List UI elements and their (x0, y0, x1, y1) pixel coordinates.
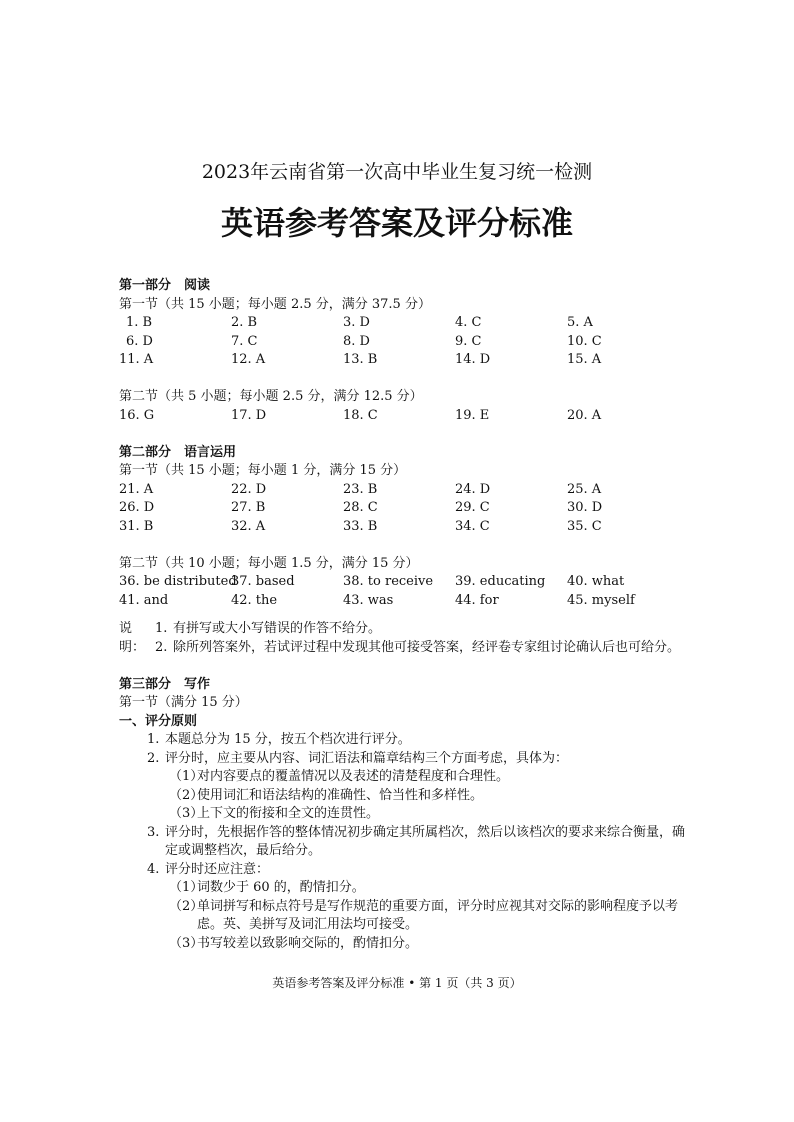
answer-item: 35. C (567, 518, 602, 534)
answer-item: 6. D (126, 333, 153, 349)
rule-text: 评分时还应注意： (165, 861, 270, 877)
answer-item: 37. based (231, 574, 295, 589)
part1-heading: 第一部分 阅读 (119, 278, 211, 293)
rule-text: 对内容要点的覆盖情况以及表述的清楚程度和合理性。 (197, 769, 510, 784)
answer-item: 28. C (343, 500, 378, 515)
answer-row (119, 333, 689, 352)
rule-subitem (119, 879, 689, 898)
answer-row (119, 314, 689, 333)
answer-row (119, 499, 689, 518)
rule-subnumber: （2） (169, 898, 204, 914)
rule-item (119, 824, 689, 861)
answer-row (119, 518, 689, 537)
answer-item: 30. D (567, 500, 603, 515)
answer-row (119, 407, 689, 426)
rule-number: 3. (147, 824, 160, 840)
document-title: 2023年云南省第一次高中毕业生复习统一检测 (201, 161, 593, 183)
rule-subnumber: （3） (169, 935, 204, 951)
answer-item: 31. B (119, 518, 154, 534)
answer-item: 25. A (567, 481, 602, 497)
answer-content (119, 277, 689, 953)
answer-item: 10. C (567, 333, 602, 349)
rule-number: 1. (147, 732, 160, 747)
rule-text: 单词拼写和标点符号是写作规范的重要方面，评分时应视其对交际的影响程度予以考虑。英、美拼写及词汇用法均可接受。 (197, 898, 679, 932)
answer-item: 14. D (455, 352, 491, 367)
rule-subnumber: （1） (169, 880, 204, 895)
part3-section1-label: 第一节（满分 15 分） (119, 695, 248, 710)
answer-item: 15. A (567, 352, 602, 367)
answer-item: 36. be distributed (119, 574, 237, 589)
rule-text: 评分时，先根据作答的整体情况初步确定其所属档次，然后以该档次的要求来综合衡量，确定或调整档次，最后给分。 (165, 824, 686, 858)
answer-item: 43. was (343, 592, 394, 608)
answer-item: 8. D (343, 333, 370, 349)
answer-item: 40. what (567, 574, 625, 589)
answer-item: 22. D (231, 481, 267, 497)
answer-item: 20. A (567, 407, 602, 423)
answer-item: 29. C (455, 500, 490, 515)
rule-text: 书写较差以致影响交际的，酌情扣分。 (197, 935, 419, 951)
rule-item (119, 731, 689, 750)
answer-item: 23. B (343, 481, 378, 497)
answer-item: 42. the (231, 592, 278, 608)
rule-subnumber: （3） (169, 806, 204, 821)
rule-number: 4. (147, 861, 160, 877)
answer-item: 13. B (343, 352, 378, 367)
answer-item: 44. for (455, 592, 499, 608)
answer-item: 1. B (126, 315, 153, 330)
rule-text: 使用词汇和语法结构的准确性、恰当性和多样性。 (197, 787, 484, 803)
answer-item: 27. B (231, 500, 266, 515)
rule-number: 2. (147, 750, 160, 766)
rule-subitem (119, 768, 689, 787)
part1-section2-label: 第二节（共 5 小题；每小题 2.5 分，满分 12.5 分） (119, 389, 423, 404)
answer-item: 18. C (343, 407, 378, 423)
answer-row (119, 573, 689, 592)
rule-subitem (119, 898, 689, 935)
rule-subitem (119, 805, 689, 824)
answer-item: 3. D (343, 315, 370, 330)
rule-text: 上下文的衔接和全文的连贯性。 (197, 806, 380, 821)
answer-item: 4. C (455, 315, 482, 330)
answer-item: 17. D (231, 407, 267, 423)
page-footer: 英语参考答案及评分标准 • 第 1 页（共 3 页） (272, 976, 522, 990)
rule-subitem (119, 935, 689, 954)
answer-row (119, 592, 689, 611)
part2-section1-label: 第一节（共 15 小题；每小题 1 分，满分 15 分） (119, 463, 407, 478)
rule-subnumber: （2） (169, 787, 204, 803)
answer-item: 26. D (119, 500, 155, 515)
notes-block (119, 620, 689, 657)
answer-row (119, 351, 689, 370)
rule-item (119, 861, 689, 880)
answer-item: 7. C (231, 333, 258, 349)
answer-item: 11. A (119, 352, 154, 367)
notes-label: 说明： (119, 621, 146, 655)
part2-section2-label: 第二节（共 10 小题；每小题 1.5 分，满分 15 分） (119, 555, 419, 571)
answer-item: 32. A (231, 518, 266, 534)
rule-text: 本题总分为 15 分，按五个档次进行评分。 (165, 732, 411, 747)
note-text: 除所列答案外，若试评过程中发现其他可接受答案，经评卷专家组讨论确认后也可给分。 (173, 639, 681, 655)
principles-heading: 一、评分原则 (119, 713, 198, 729)
note-item (155, 639, 689, 658)
rule-subnumber: （1） (169, 769, 204, 784)
answer-item: 12. A (231, 352, 266, 367)
answer-item: 19. E (455, 407, 490, 423)
note-number: 2. (155, 639, 168, 655)
rule-text: 评分时，应主要从内容、词汇语法和篇章结构三个方面考虑，具体为： (165, 750, 569, 766)
answer-item: 41. and (119, 592, 169, 608)
rule-item (119, 750, 689, 769)
part1-section1-label: 第一节（共 15 小题；每小题 2.5 分，满分 37.5 分） (119, 296, 431, 312)
answer-item: 21. A (119, 481, 154, 497)
rule-text: 词数少于 60 的，酌情扣分。 (197, 880, 365, 895)
answer-item: 2. B (231, 315, 258, 330)
answer-item: 9. C (455, 333, 482, 349)
answer-item: 45. myself (567, 592, 635, 608)
part1-section1-answers (119, 314, 689, 370)
answer-item: 39. educating (455, 574, 546, 589)
answer-item: 5. A (567, 315, 593, 330)
rule-subitem (119, 787, 689, 806)
note-text: 有拼写或大小写错误的作答不给分。 (173, 621, 382, 636)
answer-item: 34. C (455, 518, 490, 534)
part2-heading: 第二部分 语言运用 (119, 444, 237, 460)
answer-item: 38. to receive (343, 574, 434, 589)
answer-item: 24. D (455, 481, 491, 497)
answer-item: 33. B (343, 518, 378, 534)
note-number: 1. (155, 621, 168, 636)
answer-item: 16. G (119, 407, 155, 423)
answer-row (119, 481, 689, 500)
part3-heading: 第三部分 写作 (119, 676, 211, 692)
document-subtitle: 英语参考答案及评分标准 (220, 204, 573, 242)
note-item (155, 620, 689, 639)
